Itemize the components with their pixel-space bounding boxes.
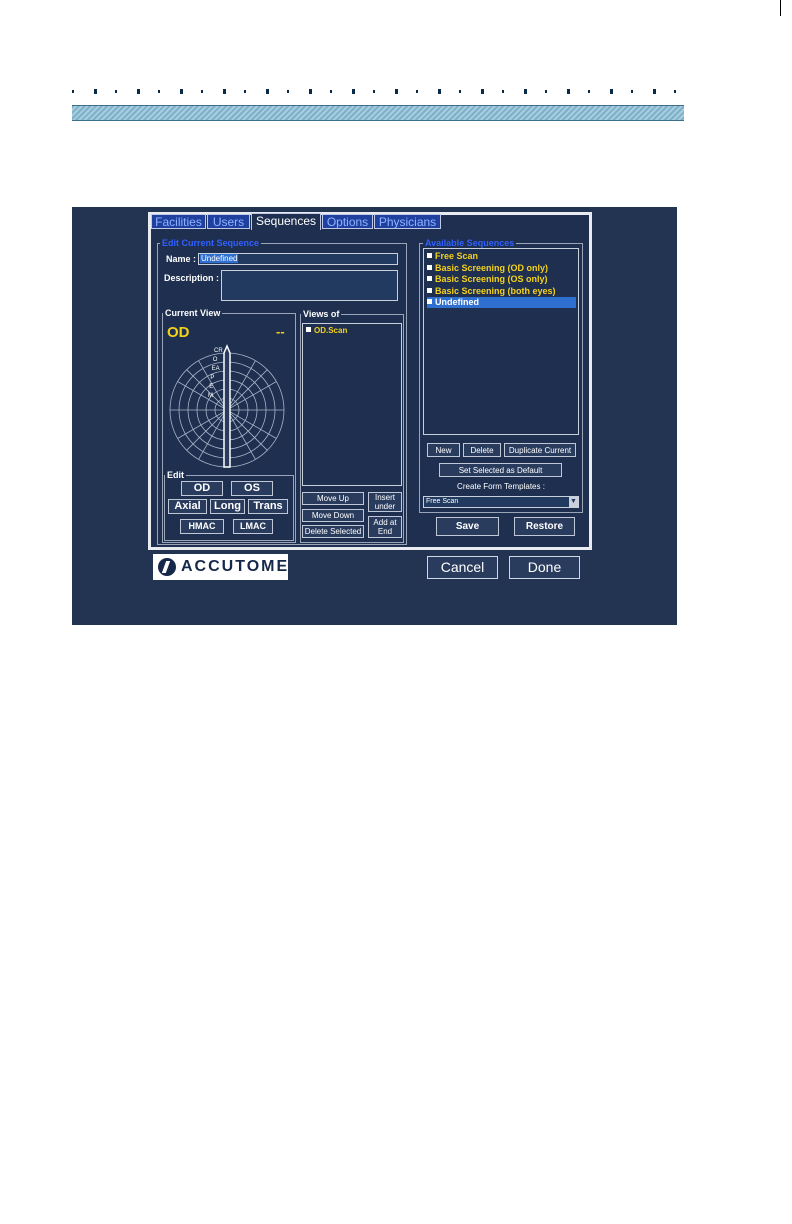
rule-dot [309,89,312,94]
rule-dot [373,90,375,93]
sequence-label: Undefined [435,297,479,307]
rule-dot [266,89,269,94]
od-button[interactable]: OD [181,481,223,496]
rule-dot [588,90,590,93]
rule-dot [416,90,418,93]
duplicate-current-button[interactable]: Duplicate Current [504,443,576,457]
rule-dot [438,89,441,94]
checkbox-icon[interactable] [427,265,432,270]
sequence-list-item[interactable] [427,286,576,297]
save-button[interactable]: Save [436,517,499,536]
views-list[interactable] [302,323,402,486]
set-default-button[interactable]: Set Selected as Default [439,463,562,477]
add-at-end-button[interactable]: Add at End [368,516,402,538]
current-view-title: Current View [165,308,221,318]
crop-mark [780,0,781,16]
rule-dot [287,90,289,93]
sequences-list[interactable] [423,248,579,435]
polar-scale-label: O [212,357,218,363]
rule-dot [545,90,547,93]
sequence-list-item[interactable] [427,263,576,274]
rule-dot [395,89,398,94]
rule-dot [94,89,97,94]
cancel-button[interactable]: Cancel [427,556,498,579]
tab-users[interactable]: Users [207,214,250,229]
logo-text: ACCUTOME [181,558,290,575]
restore-button[interactable]: Restore [514,517,575,536]
rule-dot [674,90,676,93]
move-down-button[interactable]: Move Down [302,509,364,522]
sequence-list-item[interactable] [427,251,576,262]
trans-button[interactable]: Trans [248,499,288,514]
rule-dot [653,89,656,94]
current-eye-label: OD [167,324,190,341]
checkbox-icon[interactable] [427,288,432,293]
rule-dot [137,89,140,94]
checkbox-icon[interactable] [427,253,432,258]
name-value: Undefined [201,254,238,263]
rule-dot [352,89,355,94]
create-form-templates-label: Create Form Templates : [457,482,545,491]
rule-dot [115,90,117,93]
move-up-button[interactable]: Move Up [302,492,364,505]
done-button[interactable]: Done [509,556,580,579]
available-sequences-title: Available Sequences [425,238,515,248]
new-sequence-button[interactable]: New [427,443,460,457]
sequence-label: Basic Screening (OS only) [435,274,548,284]
polar-scale-label: M [208,393,213,399]
tab-options[interactable]: Options [322,214,373,229]
sequence-label: Free Scan [435,251,479,261]
current-view-indicator: -- [276,324,285,339]
insert-under-button[interactable]: Insert under [368,492,402,512]
checkbox-icon[interactable] [427,276,432,281]
checkbox-icon[interactable] [427,299,432,304]
tab-physicians[interactable]: Physicians [374,214,441,229]
hmac-button[interactable]: HMAC [180,519,224,534]
description-label: Description : [164,273,220,283]
polar-scale-label: E [209,384,214,390]
polar-eye-diagram[interactable] [166,343,288,469]
dotted-rule [72,89,684,95]
chevron-down-icon[interactable]: ▼ [570,498,577,505]
rule-dot [330,90,332,93]
polar-scale-label: CR [214,348,223,354]
tab-facilities[interactable]: Facilities [151,214,206,229]
rule-dot [180,89,183,94]
rule-dot [244,90,246,93]
tab-sequences[interactable]: Sequences [251,213,321,230]
views-of-title: Views of [303,309,340,319]
lmac-button[interactable]: LMAC [233,519,273,534]
sequence-list-item[interactable] [427,297,576,308]
probe-orientation-marker[interactable] [224,346,230,467]
sequence-list-item[interactable] [427,274,576,285]
polar-scale-label: EA [211,366,220,372]
edit-title: Edit [167,470,184,480]
header-banner [72,105,684,121]
rule-dot [631,90,633,93]
accutome-logo-icon [158,558,176,576]
delete-sequence-button[interactable]: Delete [463,443,501,457]
polar-scale-label: P [210,375,215,381]
form-template-value: Free Scan [426,498,459,505]
rule-dot [158,90,160,93]
form-template-select[interactable] [423,496,579,508]
delete-selected-button[interactable]: Delete Selected [302,525,364,538]
axial-button[interactable]: Axial [168,499,207,514]
long-button[interactable]: Long [210,499,245,514]
sequence-label: Basic Screening (both eyes) [435,285,556,296]
rule-dot [502,90,504,93]
rule-dot [610,89,613,94]
name-label: Name : [166,254,197,264]
views-list-item[interactable]: OD.Scan [306,325,399,336]
edit-sequence-title: Edit Current Sequence [162,238,260,248]
rule-dot [567,89,570,94]
rule-dot [524,89,527,94]
description-field[interactable] [221,270,398,301]
rule-dot [72,90,74,93]
accutome-logo [153,554,288,580]
os-button[interactable]: OS [231,481,273,496]
name-field[interactable] [198,253,398,265]
rule-dot [481,89,484,94]
sequence-label: Basic Screening (OD only) [435,262,549,273]
rule-dot [223,89,226,94]
rule-dot [201,90,203,93]
rule-dot [459,90,461,93]
